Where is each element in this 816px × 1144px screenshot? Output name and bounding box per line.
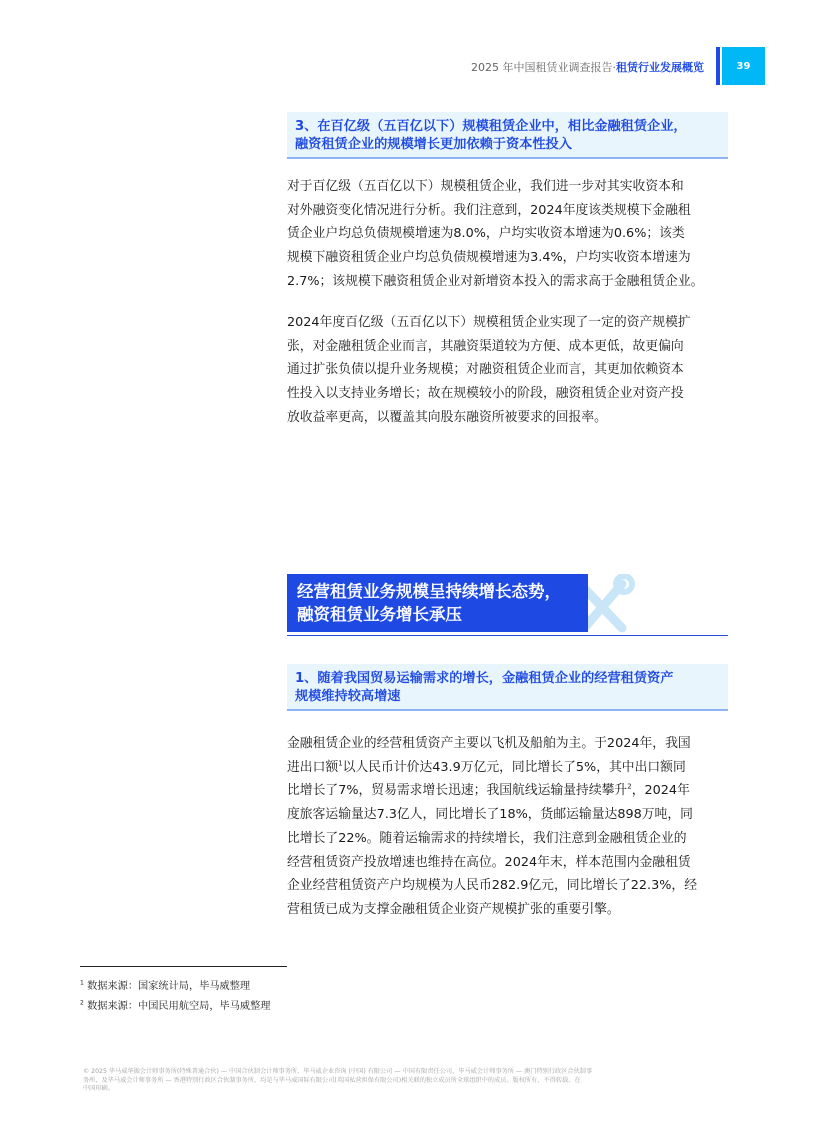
subsection-1-heading [287,664,728,711]
paragraph-line: 经营租赁资产投放增速也维持在高位。2024年末，样本范围内金融租赁 [287,854,691,870]
footnote-2 [80,997,270,1012]
section-heading-line: 经营租赁业务规模呈持续增长态势， [297,582,561,601]
footnote-divider [80,966,287,967]
paragraph-line [287,779,737,803]
footnote-1 [80,977,250,992]
paragraph-3 [287,732,737,922]
subsection-3-line: 融资租赁企业的规模增长更加依赖于资本性投入 [295,137,572,152]
footnote-ref: 1 [338,759,343,768]
header-section-name: 租赁行业发展概览 [616,61,704,74]
section-heading-line: 融资租赁业务增长承压 [297,605,462,624]
legal-line: 中国印刷。 [83,1085,114,1092]
report-title: 2025 年中国租赁业调查报告· [471,61,616,74]
subsection-3-heading [287,112,728,159]
subsection-3-line: 3、在百亿级（五百亿以下）规模租赁企业中，相比金融租赁企业， [295,119,687,134]
paragraph-line: 赁企业户均总负债规模增速为8.0%，户均实收资本增速为0.6%；该类 [287,226,685,242]
paragraph-line: 2.7%；该规模下融资租赁企业对新增资本投入的需求高于金融租赁企业。 [287,273,704,289]
running-header [471,59,704,75]
paragraph-line: 规模下融资租赁企业户均总负债规模增速为3.4%，户均实收资本增速为 [287,250,691,266]
paragraph-line: 放收益率更高，以覆盖其向股东融资所被要求的回报率。 [287,409,607,425]
section-heading [287,574,588,632]
footnote-number: 1 [80,979,84,987]
text-run: 比增长了7%，贸易需求增长迅速；我国航线运输量持续攀升 [287,783,628,799]
page-number: 39 [722,47,765,85]
paragraph-line: 通过扩张负债以提升业务规模；对融资租赁企业而言，其更加依赖资本 [287,362,684,378]
subsection-1-line: 1、随着我国贸易运输需求的增长，金融租赁企业的经营租赁资产 [295,671,674,686]
text-run: 以人民币计价达43.9万亿元，同比增长了5%，其中出口额同 [342,759,686,775]
paragraph-line: 对于百亿级（五百亿以下）规模租赁企业，我们进一步对其实收资本和 [287,179,684,194]
footnote-text: 数据来源：国家统计局，毕马威整理 [87,981,251,992]
subsection-1-line: 规模维持较高增速 [295,689,401,704]
paragraph-line: 2024年度百亿级（五百亿以下）规模租赁企业实现了一定的资产规模扩 [287,315,691,330]
footnote-number: 2 [80,999,84,1007]
paragraph-line: 金融租赁企业的经营租赁资产主要以飞机及船舶为主。于2024年，我国 [287,736,691,751]
legal-line: 务所，及毕马威会计师事务所 — 香港特别行政区合伙制事务所，均是与毕马威国际有限公司(英国私营担保有限公司)相关联的独立成员所全球组织中的成员。版权所有，不得转载。在 [83,1076,581,1084]
header-accent-bar [716,47,720,85]
paragraph-line: 营租赁已成为支撑金融租赁企业资产规模扩张的重要引擎。 [287,901,620,917]
legal-line: © 2025 毕马威华振会计师事务所(特殊普通合伙) — 中国合伙制会计师事务所，毕马威企业咨询 (中国) 有限公司 — 中国有限责任公司，毕马威会计师事务所 — 澳门特别行政区合伙制事 [83,1068,593,1075]
paragraph-line [287,756,737,780]
paragraph-1 [287,175,737,294]
paragraph-line: 企业经营租赁资产户均规模为人民币282.9亿元，同比增长了22.3%，经 [287,878,698,894]
paragraph-line: 张，对金融租赁企业而言，其融资渠道较为方便、成本更低，故更偏向 [287,338,684,354]
paragraph-line: 对外融资变化情况进行分析。我们注意到，2024年度该类规模下金融租 [287,202,691,218]
legal-notice [83,1068,733,1094]
footnote-ref: 2 [627,783,632,792]
paragraph-line: 比增长了22%。随着运输需求的持续增长，我们注意到金融租赁企业的 [287,830,687,846]
paragraph-line: 性投入以支持业务增长；故在规模较小的阶段，融资租赁企业对资产投 [287,386,684,402]
paragraph-2 [287,311,737,430]
text-run: 进出口额 [287,759,339,775]
footnote-text: 数据来源：中国民用航空局，毕马威整理 [87,1001,271,1012]
section-divider [287,635,728,636]
text-run: ，2024年 [631,783,690,799]
paragraph-line: 度旅客运输量达7.3亿人，同比增长了18%，货邮运输量达898万吨，同 [287,807,693,823]
